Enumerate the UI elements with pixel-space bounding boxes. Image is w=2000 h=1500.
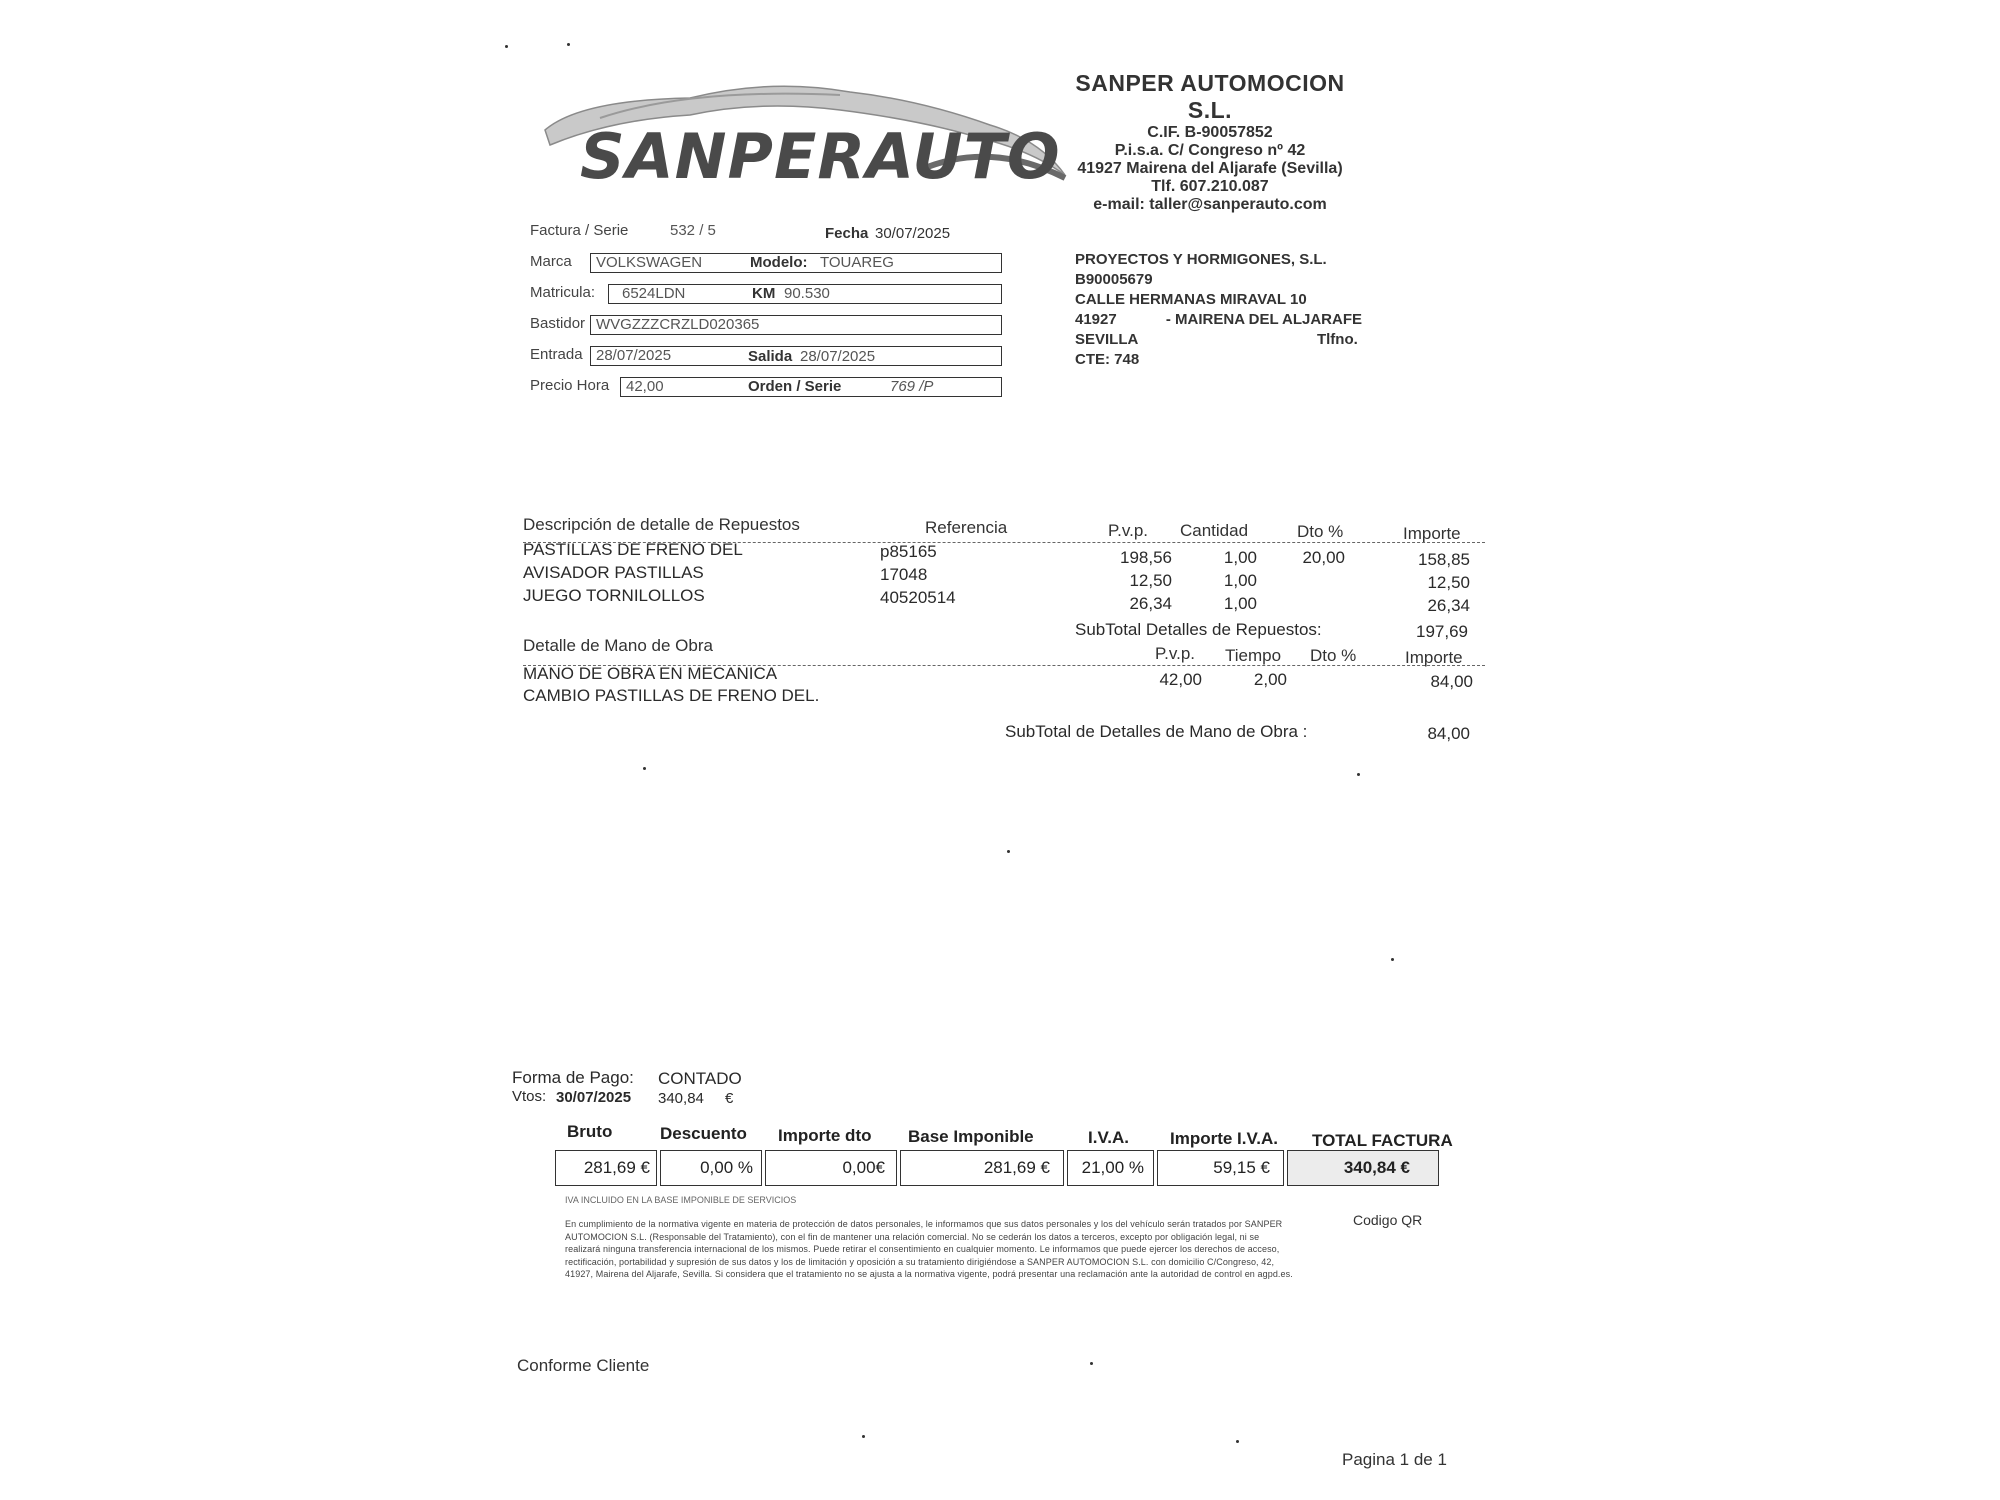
labor-description: MANO DE OBRA EN MECANICA	[523, 664, 778, 683]
factura-label: Factura / Serie	[530, 222, 629, 239]
part-amount: 158,85	[1418, 550, 1470, 569]
qr-label: Codigo QR	[1353, 1212, 1423, 1228]
scan-speck	[1236, 1440, 1239, 1443]
salida-value: 28/07/2025	[800, 348, 876, 365]
parts-header-qty: Cantidad	[1180, 521, 1249, 540]
scan-speck	[567, 43, 570, 46]
labor-header-time: Tiempo	[1225, 646, 1282, 665]
company-logo	[540, 70, 1070, 193]
signature-label: Conforme Cliente	[517, 1356, 650, 1375]
labor-pvp: 42,00	[1159, 670, 1202, 689]
totals-value-total: 340,84 €	[1343, 1158, 1410, 1177]
client-phone-label: Tlfno.	[1316, 331, 1358, 348]
part-description: AVISADOR PASTILLAS	[523, 563, 704, 582]
part-amount: 12,50	[1427, 573, 1470, 592]
due-date: 30/07/2025	[556, 1089, 632, 1106]
factura-value: 532 / 5	[670, 222, 716, 239]
company-city: 41927 Mairena del Aljarafe (Sevilla)	[1077, 160, 1343, 177]
tax-note: IVA INCLUIDO EN LA BASE IMPONIBLE DE SERVICIOS	[565, 1195, 797, 1205]
totals-value-bruto: 281,69 €	[583, 1158, 650, 1177]
client-cif: B90005679	[1075, 271, 1153, 288]
modelo-label: Modelo:	[750, 254, 808, 271]
totals-value-descuento: 0,00 %	[700, 1158, 753, 1177]
logo-wordmark: SANPERAUTO	[580, 120, 1061, 193]
legal-text: En cumplimiento de la normativa vigente en materia de protección de datos personales, le informamos que sus datos personales y los del vehículo serán tratados por SANPER AUTOMOCION S.L. (Responsable del Tratamiento), con el fin de mantener una relación comercial. No se cederán los datos a terceros, excepto por obligación legal, ni se realizará ninguna transferencia internacional de los mismos. Puede retirar el consentimiento en cualquier momento. Le informamos que puede ejercer los derechos de acceso, rectificación, portabilidad y supresión de sus datos y los de limitación y oposición a su tratamiento dirigiéndose a SANPER AUTOMOCION S.L. con domicilio C/Congreso, 42, 41927, Mairena del Aljarafe, Sevilla. Si considera que el tratamiento no se ajusta a la normativa vigente, podrá presentar una reclamación ante la autoridad de control en agpd.es.	[565, 1219, 1293, 1279]
company-address: P.i.s.a. C/ Congreso nº 42	[1114, 142, 1306, 159]
company-cif: C.IF. B-90057852	[1147, 124, 1273, 141]
entrada-label: Entrada	[530, 346, 583, 363]
page-number: Pagina 1 de 1	[1342, 1450, 1447, 1469]
totals-header-importe-iva: Importe I.V.A.	[1170, 1129, 1279, 1148]
company-name: SANPER AUTOMOCION S.L.	[1075, 70, 1345, 123]
salida-label: Salida	[748, 348, 793, 365]
parts-subtotal-label: SubTotal Detalles de Repuestos:	[1075, 620, 1322, 639]
client-street: CALLE HERMANAS MIRAVAL 10	[1075, 291, 1307, 308]
client-block	[1075, 250, 1375, 380]
part-reference: p85165	[880, 542, 937, 561]
totals-header-iva: I.V.A.	[1088, 1128, 1129, 1147]
labor-header-amount: Importe	[1405, 648, 1463, 667]
payment-method-value: CONTADO	[658, 1069, 742, 1088]
totals-value-importe-dto: 0,00€	[842, 1158, 885, 1177]
labor-subtotal-label: SubTotal de Detalles de Mano de Obra :	[1005, 722, 1308, 741]
client-city: - MAIRENA DEL ALJARAFE	[1165, 311, 1363, 328]
scan-speck	[862, 1435, 865, 1438]
fecha-value: 30/07/2025	[875, 225, 951, 242]
part-amount: 26,34	[1427, 596, 1470, 615]
modelo-value: TOUAREG	[820, 254, 894, 271]
parts-header-reference: Referencia	[925, 518, 1008, 537]
due-currency: €	[725, 1090, 734, 1107]
client-cte: CTE: 748	[1075, 351, 1140, 368]
parts-header-dto: Dto %	[1297, 522, 1344, 541]
part-reference: 17048	[880, 565, 928, 584]
labor-description: CAMBIO PASTILLAS DE FRENO DEL.	[523, 686, 820, 705]
entrada-value: 28/07/2025	[596, 347, 672, 364]
totals-value-base: 281,69 €	[983, 1158, 1050, 1177]
part-pvp: 198,56	[1120, 548, 1172, 567]
due-amount: 340,84	[658, 1090, 704, 1107]
totals-header-descuento: Descuento	[660, 1124, 747, 1143]
totals-header-base: Base Imponible	[908, 1127, 1034, 1146]
km-value: 90.530	[784, 285, 830, 302]
orden-value: 769 /P	[890, 378, 934, 395]
scan-speck	[1391, 958, 1394, 961]
km-label: KM	[752, 285, 776, 302]
orden-label: Orden / Serie	[748, 378, 842, 395]
client-province: SEVILLA	[1075, 331, 1138, 348]
part-qty: 1,00	[1223, 594, 1257, 613]
totals-value-iva: 21,00 %	[1081, 1158, 1144, 1177]
labor-header-pvp: P.v.p.	[1155, 644, 1196, 663]
bastidor-label: Bastidor	[530, 315, 586, 332]
client-postal: 41927	[1075, 311, 1117, 328]
labor-subtotal-value: 84,00	[1427, 724, 1470, 743]
scan-speck	[505, 45, 508, 48]
part-reference: 40520514	[880, 588, 956, 607]
part-description: JUEGO TORNILOLLOS	[523, 586, 705, 605]
labor-amount: 84,00	[1430, 672, 1473, 691]
due-label: Vtos:	[512, 1088, 547, 1105]
scan-speck	[1090, 1362, 1093, 1365]
scan-speck	[1007, 850, 1010, 853]
marca-value: VOLKSWAGEN	[596, 254, 703, 271]
scan-speck	[1357, 773, 1360, 776]
invoice-fields	[530, 220, 1010, 410]
company-email: e-mail: taller@sanperauto.com	[1093, 196, 1327, 213]
marca-label: Marca	[530, 253, 572, 270]
bastidor-value: WVGZZZCRZLD020365	[596, 316, 760, 333]
part-pvp: 26,34	[1129, 594, 1172, 613]
parts-subtotal-value: 197,69	[1416, 622, 1468, 641]
part-qty: 1,00	[1223, 548, 1257, 567]
matricula-value: 6524LDN	[622, 285, 686, 302]
labor-header-dto: Dto %	[1310, 646, 1357, 665]
parts-header-pvp: P.v.p.	[1108, 521, 1149, 540]
payment-method-label: Forma de Pago:	[512, 1068, 634, 1087]
precio-hora-value: 42,00	[626, 378, 664, 395]
parts-header-description: Descripción de detalle de Repuestos	[523, 515, 800, 534]
totals-value-importe-iva: 59,15 €	[1213, 1158, 1270, 1177]
client-name: PROYECTOS Y HORMIGONES, S.L.	[1075, 251, 1327, 268]
part-pvp: 12,50	[1129, 571, 1172, 590]
part-dto: 20,00	[1302, 548, 1345, 567]
labor-time: 2,00	[1253, 670, 1287, 689]
totals-header-bruto: Bruto	[567, 1122, 613, 1141]
client-province-line	[1075, 330, 1375, 350]
labor-header-description: Detalle de Mano de Obra	[523, 636, 713, 655]
precio-hora-label: Precio Hora	[530, 377, 610, 394]
totals-header-total: TOTAL FACTURA	[1312, 1131, 1453, 1150]
part-description: PASTILLAS DE FRENO DEL	[523, 540, 743, 559]
client-locality	[1075, 310, 1375, 330]
matricula-label: Matricula:	[530, 284, 596, 301]
totals-header-importe-dto: Importe dto	[778, 1126, 872, 1145]
company-phone: Tlf. 607.210.087	[1151, 178, 1269, 195]
company-info	[1060, 70, 1360, 214]
scan-speck	[643, 767, 646, 770]
parts-header-amount: Importe	[1403, 524, 1461, 543]
part-qty: 1,00	[1223, 571, 1257, 590]
fecha-label: Fecha	[825, 225, 869, 242]
